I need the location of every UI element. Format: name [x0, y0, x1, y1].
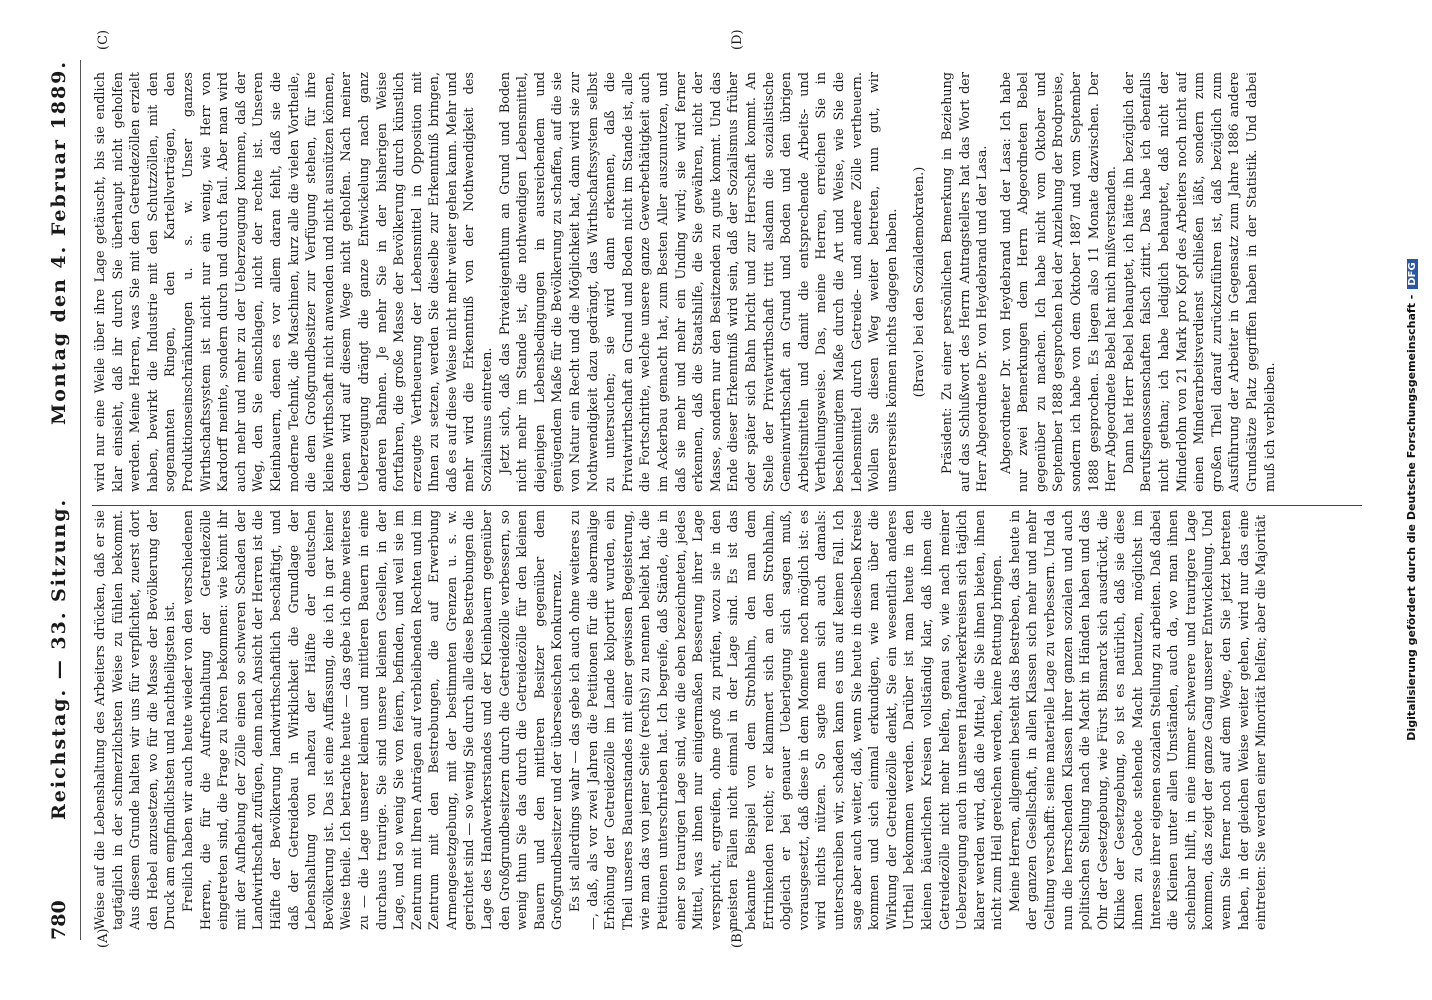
- paragraph: Meine Herren, allgemein besteht das Bestreben, das heute in der ganzen Gesellschaft, in allen Klassen sich mehr und mehr Geltung verschafft: seine materielle Lage zu verbessern. Und da nun die herrschenden Klassen ihrer ganzen sozialen und auch politischen Stellung nach die Macht in Händen haben und das Ohr der Gesetzgebung, wie Fürst Bismarck sich ausdrückt, die Klinke der Gesetzgebung, so ist es natürlich, daß sie diese ihnen zu Gebote stehende Macht benutzen, möglichst im Interesse ihrer eigenen sozialen Stellung zu arbeiten. Daß dabei die Kleinen unter allen Umständen, auch da, wo man ihnen scheinbar hilft, in eine immer schwerere und traurigere Lage kommen, das zeigt der ganze Gang unserer Entwickelung. Und wenn Sie ferner noch auf dem Wege, den Sie jetzt betreten haben, in der gleichen Weise weiter gehen, wird nur das eine eintreten: Sie werden einer Minorität helfen; aber die Majorität: [1007, 510, 1270, 930]
- margin-marker-c: (C): [96, 29, 111, 50]
- dfg-logo: DFG: [1407, 259, 1418, 288]
- speaker-remark: Abgeordneter Dr. von Heydebrand und der Lasa: Ich habe nur zwei Bemerkungen dem Herrn Abgeordneten Bebel gegenüber zu machen. Ich habe nicht vom Oktober und September 1888 gesprochen bei der Anziehung der Brodpreise, sondern ich habe von dem Oktober 1887 und vom September 1888 gesprochen. Es liegen also 11 Monate dazwischen. Der Herr Abgeordnete Bebel hat mich mißverstanden.: [998, 72, 1120, 492]
- header-rule: [80, 60, 81, 940]
- margin-marker-b: (B): [730, 928, 745, 948]
- margin-marker-d: (D): [730, 29, 745, 50]
- footer-text: Digitalisierung gefördert durch die Deutsche Forschungsgemeinschaft -: [1405, 294, 1418, 741]
- left-column: [92, 510, 1362, 930]
- funding-footer: [1405, 0, 1418, 1000]
- applause-note: (Bravo! bei den Sozialdemokraten.): [912, 166, 928, 398]
- paragraph: Freilich haben wir auch heute wieder von den verschiedenen Herren, die für die Aufrechthaltung der Getreidezölle eingetreten sind, die Frage zu hören bekommen: wie könnt ihr mit der Aufhebung der Zölle einen so schweren Schaden der Landwirthschaft zufügen, denn nach Ansicht der Herren ist die Hälfte der Bevölkerung landwirthschaftlich beschäftigt, und daß der Getreidebau in Wirklichkeit die Grundlage der Lebenshaltung von nahezu der Hälfte der deutschen Bevölkerung ist. Das ist eine Auffassung, die ich in gar keiner Weise theile. Ich betrachte heute — das gebe ich ohne weiteres zu — die Lage unserer kleinen und mittleren Bauern in eine durchaus traurige. Sie sind unsere kleinen Gesellen, in der Lage, und so wenig Sie von feiern, befinden, und weil sie im Zentrum mit Ihren Anträgen auf verbleibenden Rechten und im Zentrum mit den Bestrebungen, die auf Erwerbung Armengesetzgebung, mit der bestimmten Grenzen u. s. w. gerichtet sind — so wenig Sie durch alle diese Bestrebungen die Lage des Handwerkerstandes und der Kleinbauern gegenüber den Großgrundbesitzern durch die Getreidezölle verbessern, so wenig thun Sie das durch die Getreidezölle für den kleinen Bauern und den mittleren Besitzer gegenüber dem Großgrundbesitzer und der überseeischen Konkurrenz.: [180, 510, 566, 930]
- margin-marker-a: (A): [96, 928, 111, 948]
- page-number: 780: [48, 900, 70, 940]
- president-remark: Präsident: Zu einer persönlichen Bemerkung in Beziehung auf das Schlußwort des Herrn Antragstellers hat das Wort der Herr Abgeordnete Dr. von Heydebrand und der Lasa.: [939, 72, 991, 492]
- column-divider: [92, 505, 1362, 506]
- paragraph: Es ist allerdings wahr — das gebe ich auch ohne weiteres zu —, daß, als vor zwei Jahren die Petitionen für die abermalige Erhöhung der Getreidezölle im Lande kolportirt wurden, ein Theil unseres Bauernstandes mit einer gewissen Begeisterung, wie man das von jener Seite (rechts) zu nennen beliebt hat, die Petitionen unterschrieben hat. Ich begreife, daß Stände, die in einer so traurigen Lage sind, wie die eben bezeichneten, jedes Mittel, was ihnen nur einigermaßen Besserung ihrer Lage verspricht, ergreifen, ohne groß zu prüfen, wozu sie in den meisten Fällen nicht einmal in der Lage sind. Es ist das bekannte Beispiel von dem Strohhalm, den man dem Ertrinkenden reicht; er klammert sich an den Strohhalm, obgleich er bei genauer Ueberlegung sich sagen muß, vorausgesetzt, daß diese in dem Momente noch möglich ist: es wird nichts nützen. So sagte man sich auch damals: unterschreiben wir, schaden kann es uns auf keinen Fall. Ich sage aber auch weiter, daß, wenn Sie heute in dieselben Kreise kommen und sich einmal erkundigen, wie man über die Wirkung der Getreidezölle denkt, Sie ein wesentlich anderes Urtheil bekommen werden. Darüber ist man heute in den kleinen bäuerlichen Kreisen vollständig klar, daß ihnen die Getreidezölle nicht mehr helfen, genau so, wie nach meiner Ueberzeugung auch in unseren Handwerkerkreisen sich täglich klarer werden wird, daß die Mittel, die Sie ihnen bieten, ihnen nicht zum Heil gereichen werden, keine Rettung bringen.: [568, 510, 1006, 930]
- page-header: [42, 60, 82, 940]
- paragraph: Weise auf die Lebenshaltung des Arbeiters drücken, daß er sie tagtäglich in der schmerzlichsten Weise zu fühlen bekommt. Aus diesem Grunde halten wir uns für verpflichtet, zuerst dort den Hebel anzusetzen, wo für die Masse der Bevölkerung der Druck am empfindlichsten und nachtheiligsten ist.: [93, 510, 179, 930]
- paragraph: wird nur eine Weile über ihre Lage getäuscht, bis sie endlich klar einsieht, daß ihr durch Sie überhaupt nicht geholfen werden. Meine Herren, was Sie mit den Getreidezöllen erzielt haben, bewirkt die Industrie mit den Schutzzöllen, mit den sogenannten Ringen, den Kartellverträgen, den Produktionseinschränkungen u. s. w. Unser ganzes Wirthschaftssystem ist nicht nur ein wenig, wie Herr von Kardorff meinte, sondern durch und durch faul. Aber man wird auch mehr und mehr zu der Ueberzeugung kommen, daß der Weg, den Sie einschlagen, nicht der rechte ist. Unseren Kleinbauern, denen es vor allem daran fehlt, daß sie die moderne Technik, die Maschinen, kurz alle die vielen Vortheile, die dem Großgrundbesitzer zur Verfügung stehen, für ihre kleine Wirthschaft nicht anwenden und nicht ausnützen können, denen wird auf diesem Wege nicht geholfen. Nach meiner Ueberzeugung drängt die ganze Entwickelung nach ganz anderen Bahnen. Je mehr Sie in der bisherigen Weise fortfahren, die große Masse der Bevölkerung durch künstlich erzeugte Vertheuerung der Lebensmittel in Opposition mit Ihnen zu setzen, werden Sie dieselbe zur Erkenntniß bringen, daß es auf diese Weise nicht mehr weiter gehen kann. Mehr und mehr wird die Erkenntniß von der Nothwendigkeit des Sozialismus eintreten.: [93, 72, 496, 492]
- right-column: [92, 72, 1362, 492]
- header-date: Montag den 4. Februar 1889.: [48, 60, 70, 425]
- paragraph: Jetzt sich, daß das Privateigenthum an Grund und Boden nicht mehr im Stande ist, die nothwendigen Lebensmittel, diejenigen Lebensbedingungen in ausreichendem und genügendem Maße für die Bevölkerung zu schaffen, auf die sie von Natur ein Recht und die Möglichkeit hat, dann wird sie zur Nothwendigkeit dazu gedrängt, das Wirthschaftssystem selbst zu untersuchen; sie wird dann erkennen, daß die Privatwirthschaft an Grund und Boden nicht im Stande ist, alle die Fortschritte, welche unsere ganze Gewerbethätigkeit auch im Ackerbau gemacht hat, zum Besten Aller auszunutzen, und daß sie mehr und mehr ein Unding wird; sie wird ferner erkennen, daß die Staatshilfe, die Sie gewähren, nicht der Masse, sondern nur den Besitzenden zu gute kommt. Und das Ende dieser Erkenntniß wird sein, daß der Sozialismus früher oder später sich Bahn bricht und zur Herrschaft kommt. An Stelle der Privatwirthschaft tritt alsdann die sozialistische Gemeinwirthschaft an Grund und Boden und den übrigen Arbeitsmitteln und damit die entsprechende Arbeits- und Vertheilungsweise. Das, meine Herren, erreichen Sie in beschleunigtem Maße durch die Art und Weise, wie Sie die Lebensmittel durch Getreide- und andere Zölle vertheuern. Wollen Sie diesen Weg weiter betreten, nun gut, wir unsererseits können nichts dagegen haben.: [497, 72, 900, 492]
- header-session: Reichstag. — 33. Sitzung.: [48, 497, 70, 820]
- paragraph: Dann hat Herr Bebel behauptet, ich hätte ihn bezüglich der Berufsgenossenschaften falsch zitirt. Das habe ich ebenfalls nicht gethan; ich habe lediglich behauptet, daß nicht der Minderlohn von 21 Mark pro Kopf des Arbeiters noch nicht auf einen Minderarbeitsverdienst schließen läßt, sondern zum großen Theil darauf zurückzuführen ist, daß bezüglich zum Ausführung der Arbeiter in Gegensatz zum Jahre 1886 andere Grundsätze Platz gegriffen haben in der Statistik. Und dabei muß ich verbleiben.: [1121, 72, 1278, 492]
